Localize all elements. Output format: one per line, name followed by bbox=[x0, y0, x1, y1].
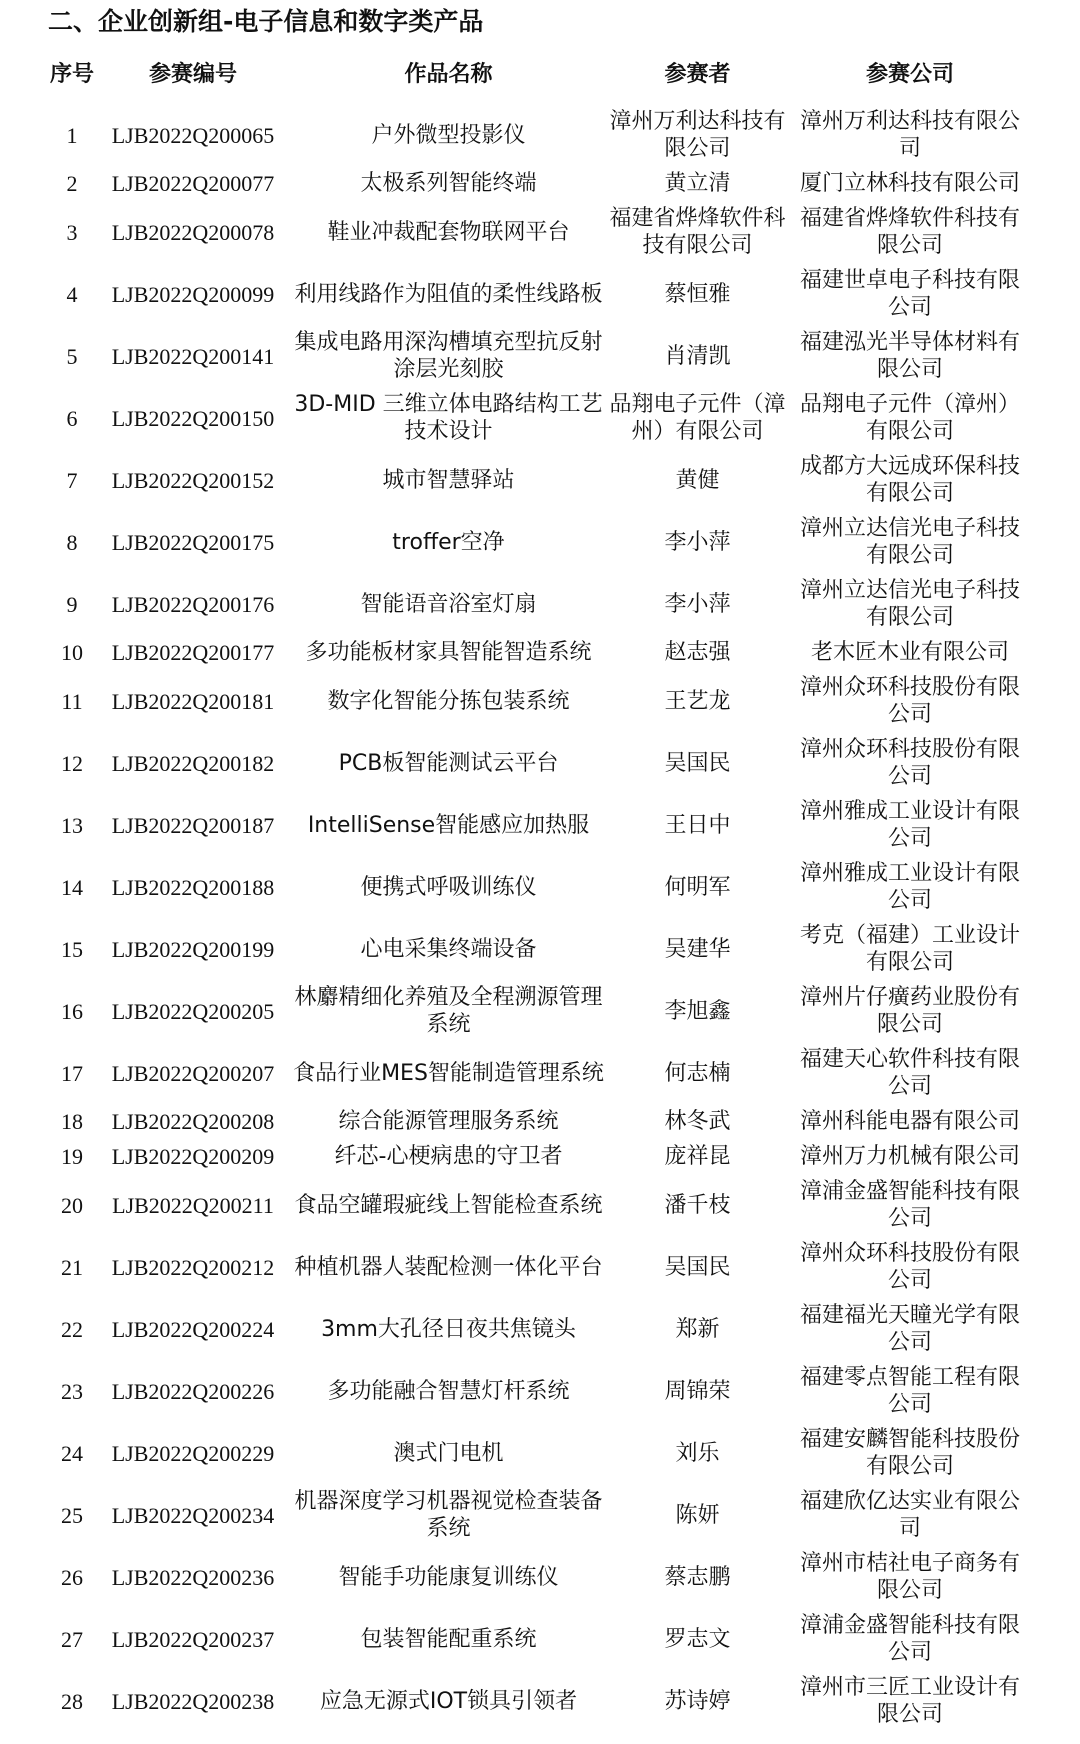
table-row bbox=[50, 918, 1030, 980]
table-row bbox=[50, 511, 1030, 573]
num-cell: 22 bbox=[61, 1316, 83, 1342]
num-cell: 3 bbox=[66, 219, 78, 245]
code-cell: LJB2022Q200205 bbox=[111, 998, 275, 1024]
num-cell: 17 bbox=[61, 1060, 83, 1086]
page-title: 二、企业创新组-电子信息和数字类产品 bbox=[48, 7, 484, 36]
code-cell: LJB2022Q200188 bbox=[111, 874, 275, 900]
name-cell: 太极系列智能终端 bbox=[360, 171, 537, 196]
table-row bbox=[50, 263, 1030, 325]
num-cell: 2 bbox=[66, 171, 78, 196]
company-cell: 漳浦金盛智能科技有限公司 bbox=[799, 1613, 1020, 1665]
name-cell: 城市智慧驿站 bbox=[382, 467, 515, 493]
person-cell: 何志楠 bbox=[664, 1060, 731, 1086]
table-row bbox=[50, 670, 1030, 732]
num-cell: 15 bbox=[61, 936, 83, 962]
table-row bbox=[50, 1670, 1030, 1732]
num-cell: 13 bbox=[61, 812, 83, 838]
company-cell: 漳州万利达科技有限公司 bbox=[799, 109, 1020, 161]
person-cell: 王艺龙 bbox=[664, 688, 731, 714]
table-row bbox=[50, 1546, 1030, 1608]
name-cell: troffer空净 bbox=[392, 529, 505, 555]
table-row bbox=[50, 201, 1030, 263]
name-cell: 户外微型投影仪 bbox=[371, 122, 526, 148]
name-cell: 纤芯-心梗病患的守卫者 bbox=[334, 1144, 563, 1169]
company-cell: 福建天心软件科技有限公司 bbox=[799, 1047, 1020, 1099]
company-cell: 成都方大远成环保科技有限公司 bbox=[799, 454, 1020, 506]
person-cell: 李小萍 bbox=[664, 591, 731, 617]
person-cell: 赵志强 bbox=[664, 640, 731, 665]
num-cell: 14 bbox=[61, 874, 83, 900]
code-cell: LJB2022Q200238 bbox=[111, 1688, 275, 1714]
name-cell: 心电采集终端设备 bbox=[360, 936, 537, 962]
company-cell: 漳州众环科技股份有限公司 bbox=[799, 1241, 1020, 1293]
name-cell: 多功能板材家具智能智造系统 bbox=[305, 640, 592, 665]
table-row bbox=[50, 104, 1030, 166]
name-cell: 智能手功能康复训练仪 bbox=[338, 1564, 559, 1590]
company-cell: 福建安麟智能科技股份有限公司 bbox=[799, 1427, 1020, 1479]
header-code: 参赛编号 bbox=[148, 61, 237, 87]
company-cell: 漳州雅成工业设计有限公司 bbox=[799, 799, 1020, 851]
person-cell: 吴建华 bbox=[664, 936, 731, 962]
name-cell: IntelliSense智能感应加热服 bbox=[307, 812, 590, 838]
num-cell: 6 bbox=[66, 405, 78, 431]
header-num: 序号 bbox=[50, 61, 95, 87]
company-cell: 福建福光天瞳光学有限公司 bbox=[799, 1303, 1020, 1355]
name-cell: 鞋业冲裁配套物联网平台 bbox=[327, 219, 570, 245]
code-cell: LJB2022Q200150 bbox=[111, 405, 275, 431]
person-cell: 刘乐 bbox=[675, 1440, 720, 1466]
name-cell: 应急无源式IOT锁具引领者 bbox=[319, 1688, 578, 1714]
name-cell: 集成电路用深沟槽填充型抗反射涂层光刻胶 bbox=[294, 330, 603, 382]
person-cell: 郑新 bbox=[675, 1316, 720, 1342]
table-row bbox=[50, 1236, 1030, 1298]
company-cell: 漳州众环科技股份有限公司 bbox=[799, 675, 1020, 727]
header-name: 作品名称 bbox=[404, 61, 493, 87]
table-row bbox=[50, 449, 1030, 511]
person-cell: 李小萍 bbox=[664, 529, 731, 555]
person-cell: 陈妍 bbox=[675, 1502, 720, 1528]
name-cell: 林麝精细化养殖及全程溯源管理系统 bbox=[294, 985, 603, 1037]
person-cell: 黄健 bbox=[675, 467, 720, 493]
code-cell: LJB2022Q200176 bbox=[111, 591, 275, 617]
code-cell: LJB2022Q200237 bbox=[111, 1626, 275, 1652]
company-cell: 漳州片仔癀药业股份有限公司 bbox=[799, 985, 1020, 1037]
person-cell: 庞祥昆 bbox=[664, 1144, 731, 1169]
table-row bbox=[50, 573, 1030, 635]
code-cell: LJB2022Q200209 bbox=[111, 1144, 275, 1169]
company-cell: 福建零点智能工程有限公司 bbox=[799, 1365, 1020, 1417]
code-cell: LJB2022Q200181 bbox=[111, 688, 275, 714]
table-header bbox=[50, 44, 1030, 104]
num-cell: 25 bbox=[61, 1502, 83, 1528]
person-cell: 何明军 bbox=[664, 874, 731, 900]
name-cell: 多功能融合智慧灯杆系统 bbox=[327, 1378, 570, 1404]
header-company: 参赛公司 bbox=[865, 61, 954, 87]
name-cell: 种植机器人装配检测一体化平台 bbox=[294, 1254, 603, 1280]
person-cell: 潘千枝 bbox=[664, 1192, 731, 1218]
num-cell: 10 bbox=[61, 640, 83, 665]
num-cell: 18 bbox=[61, 1109, 83, 1134]
company-cell: 福建泓光半导体材料有限公司 bbox=[799, 330, 1020, 382]
table-body bbox=[50, 104, 1030, 1732]
person-cell: 周锦荣 bbox=[664, 1378, 731, 1404]
name-cell: 便携式呼吸训练仪 bbox=[360, 874, 537, 900]
num-cell: 7 bbox=[66, 467, 78, 493]
num-cell: 5 bbox=[66, 343, 78, 369]
name-cell: 3D-MID 三维立体电路结构工艺技术设计 bbox=[294, 392, 603, 444]
name-cell: 澳式门电机 bbox=[393, 1440, 504, 1466]
company-cell: 漳州立达信光电子科技有限公司 bbox=[799, 578, 1020, 630]
table-row bbox=[50, 1174, 1030, 1236]
name-cell: 食品空罐瑕疵线上智能检查系统 bbox=[294, 1192, 603, 1218]
num-cell: 21 bbox=[61, 1254, 83, 1280]
code-cell: LJB2022Q200226 bbox=[111, 1378, 275, 1404]
name-cell: 3mm大孔径日夜共焦镜头 bbox=[321, 1316, 576, 1342]
person-cell: 李旭鑫 bbox=[664, 998, 731, 1024]
person-cell: 吴国民 bbox=[664, 1254, 731, 1280]
table-row bbox=[50, 1484, 1030, 1546]
table-row bbox=[50, 387, 1030, 449]
num-cell: 1 bbox=[66, 122, 78, 148]
company-cell: 漳州立达信光电子科技有限公司 bbox=[799, 516, 1020, 568]
num-cell: 20 bbox=[61, 1192, 83, 1218]
num-cell: 11 bbox=[61, 688, 83, 714]
code-cell: LJB2022Q200212 bbox=[111, 1254, 275, 1280]
code-cell: LJB2022Q200077 bbox=[111, 171, 275, 196]
header-person: 参赛者 bbox=[664, 61, 731, 87]
code-cell: LJB2022Q200187 bbox=[111, 812, 275, 838]
company-cell: 老木匠木业有限公司 bbox=[810, 640, 1009, 665]
entries-table bbox=[50, 44, 1030, 1732]
code-cell: LJB2022Q200175 bbox=[111, 529, 275, 555]
person-cell: 罗志文 bbox=[664, 1626, 731, 1652]
company-cell: 漳州万力机械有限公司 bbox=[799, 1144, 1020, 1169]
table-row bbox=[50, 1608, 1030, 1670]
num-cell: 19 bbox=[61, 1144, 83, 1169]
num-cell: 8 bbox=[66, 529, 78, 555]
company-cell: 漳浦金盛智能科技有限公司 bbox=[799, 1179, 1020, 1231]
company-cell: 厦门立林科技有限公司 bbox=[799, 171, 1020, 196]
company-cell: 福建世卓电子科技有限公司 bbox=[799, 268, 1020, 320]
num-cell: 4 bbox=[66, 281, 78, 307]
num-cell: 9 bbox=[66, 591, 78, 617]
code-cell: LJB2022Q200208 bbox=[111, 1109, 275, 1134]
num-cell: 28 bbox=[61, 1688, 83, 1714]
company-cell: 福建欣亿达实业有限公司 bbox=[799, 1489, 1020, 1541]
company-cell: 品翔电子元件（漳州）有限公司 bbox=[799, 392, 1020, 444]
table-row bbox=[50, 1042, 1030, 1104]
table-row bbox=[50, 856, 1030, 918]
company-cell: 漳州科能电器有限公司 bbox=[799, 1109, 1020, 1134]
company-cell: 考克（福建）工业设计有限公司 bbox=[799, 923, 1020, 975]
table-row bbox=[50, 325, 1030, 387]
name-cell: 食品行业MES智能制造管理系统 bbox=[293, 1060, 604, 1086]
num-cell: 23 bbox=[61, 1378, 83, 1404]
num-cell: 27 bbox=[61, 1626, 83, 1652]
code-cell: LJB2022Q200099 bbox=[111, 281, 275, 307]
code-cell: LJB2022Q200199 bbox=[111, 936, 275, 962]
person-cell: 肖清凯 bbox=[664, 343, 731, 369]
table-row bbox=[50, 980, 1030, 1042]
name-cell: 包装智能配重系统 bbox=[360, 1626, 537, 1652]
code-cell: LJB2022Q200078 bbox=[111, 219, 275, 245]
code-cell: LJB2022Q200177 bbox=[111, 640, 275, 665]
name-cell: 综合能源管理服务系统 bbox=[338, 1109, 559, 1134]
company-cell: 漳州雅成工业设计有限公司 bbox=[799, 861, 1020, 913]
num-cell: 26 bbox=[61, 1564, 83, 1590]
code-cell: LJB2022Q200141 bbox=[111, 343, 275, 369]
code-cell: LJB2022Q200152 bbox=[111, 467, 275, 493]
company-cell: 漳州市桔社电子商务有限公司 bbox=[799, 1551, 1020, 1603]
company-cell: 福建省烨烽软件科技有限公司 bbox=[799, 206, 1020, 258]
person-cell: 王日中 bbox=[664, 812, 731, 838]
company-cell: 漳州市三匠工业设计有限公司 bbox=[799, 1675, 1020, 1727]
table-row bbox=[50, 1360, 1030, 1422]
person-cell: 蔡恒雅 bbox=[664, 281, 731, 307]
code-cell: LJB2022Q200207 bbox=[111, 1060, 275, 1086]
header-row bbox=[50, 44, 1030, 104]
table-row bbox=[50, 1139, 1030, 1174]
code-cell: LJB2022Q200182 bbox=[111, 750, 275, 776]
num-cell: 24 bbox=[61, 1440, 83, 1466]
name-cell: 智能语音浴室灯扇 bbox=[360, 591, 537, 617]
num-cell: 12 bbox=[61, 750, 83, 776]
code-cell: LJB2022Q200234 bbox=[111, 1502, 275, 1528]
name-cell: PCB板智能测试云平台 bbox=[338, 750, 559, 776]
person-cell: 漳州万利达科技有限公司 bbox=[609, 109, 786, 161]
code-cell: LJB2022Q200224 bbox=[111, 1316, 275, 1342]
person-cell: 福建省烨烽软件科技有限公司 bbox=[609, 206, 786, 258]
person-cell: 黄立清 bbox=[664, 171, 731, 196]
table-row bbox=[50, 166, 1030, 201]
person-cell: 苏诗婷 bbox=[664, 1688, 731, 1714]
table-row bbox=[50, 635, 1030, 670]
table-row bbox=[50, 794, 1030, 856]
code-cell: LJB2022Q200065 bbox=[111, 122, 275, 148]
person-cell: 品翔电子元件（漳州）有限公司 bbox=[609, 392, 786, 444]
table-row bbox=[50, 1104, 1030, 1139]
table-row bbox=[50, 732, 1030, 794]
table-row bbox=[50, 1422, 1030, 1484]
code-cell: LJB2022Q200229 bbox=[111, 1440, 275, 1466]
table-row bbox=[50, 1298, 1030, 1360]
person-cell: 蔡志鹏 bbox=[664, 1564, 731, 1590]
name-cell: 利用线路作为阻值的柔性线路板 bbox=[294, 281, 603, 307]
code-cell: LJB2022Q200211 bbox=[112, 1192, 274, 1218]
person-cell: 吴国民 bbox=[664, 750, 731, 776]
num-cell: 16 bbox=[61, 998, 83, 1024]
person-cell: 林冬武 bbox=[664, 1109, 731, 1134]
name-cell: 机器深度学习机器视觉检查装备系统 bbox=[294, 1489, 603, 1541]
company-cell: 漳州众环科技股份有限公司 bbox=[799, 737, 1020, 789]
code-cell: LJB2022Q200236 bbox=[111, 1564, 275, 1590]
name-cell: 数字化智能分拣包装系统 bbox=[327, 688, 570, 714]
